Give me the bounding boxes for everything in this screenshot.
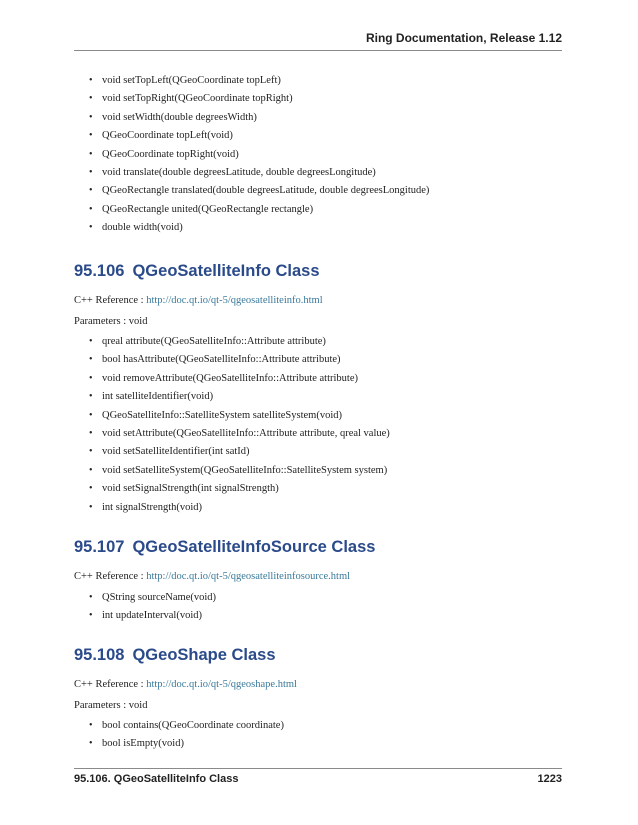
method-list bbox=[74, 589, 562, 626]
method-signature: void removeAttribute(QGeoSatelliteInfo::Attribute attribute) bbox=[102, 372, 359, 384]
section-title: QGeoSatelliteInfoSource Class bbox=[132, 538, 376, 556]
method-signature: bool hasAttribute(QGeoSatelliteInfo::Attribute attribute) bbox=[102, 354, 341, 366]
method-signature: QGeoCoordinate topRight(void) bbox=[102, 148, 239, 160]
reference-link[interactable]: http://doc.qt.io/qt-5/qgeosatelliteinfosource.html bbox=[146, 571, 351, 582]
cpp-reference bbox=[74, 292, 562, 310]
section-title: QGeoShape Class bbox=[132, 646, 276, 664]
method-signature: int satelliteIdentifier(void) bbox=[102, 391, 214, 403]
method-signature: int updateInterval(void) bbox=[102, 610, 203, 622]
method-signature: int signalStrength(void) bbox=[102, 501, 203, 513]
cpp-reference bbox=[74, 676, 562, 694]
section-heading bbox=[74, 536, 562, 558]
method-signature: void translate(double degreesLatitude, double degreesLongitude) bbox=[102, 166, 376, 178]
reference-link[interactable]: http://doc.qt.io/qt-5/qgeoshape.html bbox=[146, 679, 297, 690]
section-qgeosatelliteinfosource bbox=[74, 536, 562, 626]
list-item: • QGeoSatelliteInfo::SatelliteSystem satelliteSystem(void) bbox=[89, 409, 342, 421]
list-item: • bool isEmpty(void) bbox=[89, 738, 184, 750]
list-item: • QGeoCoordinate topLeft(void) bbox=[89, 130, 233, 142]
running-footer-section: 95.106. QGeoSatelliteInfo Class bbox=[74, 773, 239, 785]
page-number: 1223 bbox=[537, 773, 562, 785]
method-list bbox=[74, 717, 562, 754]
section-number: 95.107 bbox=[74, 538, 125, 556]
list-item: • bool contains(QGeoCoordinate coordinate) bbox=[89, 720, 284, 731]
list-item: • void setTopLeft(QGeoCoordinate topLeft) bbox=[89, 75, 281, 86]
section-title: QGeoSatelliteInfo Class bbox=[132, 262, 320, 280]
method-signature: void setTopRight(QGeoCoordinate topRight) bbox=[102, 93, 293, 105]
list-item: • void removeAttribute(QGeoSatelliteInfo::Attribute attribute) bbox=[89, 372, 359, 384]
method-signature: double width(void) bbox=[102, 222, 183, 234]
list-item: • void setTopRight(QGeoCoordinate topRight) bbox=[89, 93, 293, 105]
list-item: • QGeoRectangle united(QGeoRectangle rectangle) bbox=[89, 203, 314, 215]
section-qgeoshape bbox=[74, 644, 562, 754]
list-item: • void setWidth(double degreesWidth) bbox=[89, 111, 257, 123]
list-item: • QString sourceName(void) bbox=[89, 592, 217, 603]
list-item: • void setAttribute(QGeoSatelliteInfo::Attribute attribute, qreal value) bbox=[89, 427, 390, 439]
intro-method-list bbox=[74, 72, 562, 238]
method-signature: QGeoCoordinate topLeft(void) bbox=[102, 130, 233, 142]
section-number: 95.106 bbox=[74, 262, 125, 280]
list-item: • int updateInterval(void) bbox=[89, 610, 203, 622]
method-signature: QGeoRectangle translated(double degreesLatitude, double degreesLongitude) bbox=[102, 185, 430, 197]
method-signature: qreal attribute(QGeoSatelliteInfo::Attribute attribute) bbox=[102, 336, 326, 347]
method-signature: QGeoRectangle united(QGeoRectangle rectangle) bbox=[102, 203, 314, 215]
footer-divider bbox=[74, 768, 562, 769]
section-number: 95.108 bbox=[74, 646, 125, 664]
parameters-line: Parameters : void bbox=[74, 316, 148, 327]
reference-label: C++ Reference : bbox=[74, 295, 147, 306]
list-item: • void setSignalStrength(int signalStrength) bbox=[89, 483, 279, 495]
method-signature: void setWidth(double degreesWidth) bbox=[102, 111, 257, 123]
section-heading bbox=[74, 644, 562, 666]
reference-label: C++ Reference : bbox=[74, 679, 147, 690]
section-qgeosatelliteinfo bbox=[74, 260, 562, 517]
running-header-title: Ring Documentation, Release 1.12 bbox=[365, 31, 562, 45]
list-item: • void setSatelliteIdentifier(int satId) bbox=[89, 446, 250, 458]
reference-link[interactable]: http://doc.qt.io/qt-5/qgeosatelliteinfo.html bbox=[146, 295, 323, 306]
list-item: • qreal attribute(QGeoSatelliteInfo::Attribute attribute) bbox=[89, 336, 326, 347]
parameters-line: Parameters : void bbox=[74, 700, 148, 711]
method-signature: void setSatelliteIdentifier(int satId) bbox=[102, 446, 250, 458]
method-signature: bool contains(QGeoCoordinate coordinate) bbox=[102, 720, 284, 731]
method-signature: void setSignalStrength(int signalStrength) bbox=[102, 483, 279, 495]
method-signature: void setAttribute(QGeoSatelliteInfo::Attribute attribute, qreal value) bbox=[102, 427, 390, 439]
reference-label: C++ Reference : bbox=[74, 571, 147, 582]
list-item: • void translate(double degreesLatitude, double degreesLongitude) bbox=[89, 166, 376, 178]
method-signature: bool isEmpty(void) bbox=[102, 738, 184, 750]
list-item: • bool hasAttribute(QGeoSatelliteInfo::Attribute attribute) bbox=[89, 354, 341, 366]
cpp-reference bbox=[74, 568, 562, 586]
list-item: • double width(void) bbox=[89, 222, 183, 234]
list-item: • int satelliteIdentifier(void) bbox=[89, 391, 214, 403]
method-signature: void setSatelliteSystem(QGeoSatelliteInfo::SatelliteSystem system) bbox=[102, 464, 388, 476]
header-divider bbox=[74, 50, 562, 51]
method-signature: QGeoSatelliteInfo::SatelliteSystem satelliteSystem(void) bbox=[102, 409, 342, 421]
section-heading bbox=[74, 260, 562, 282]
method-signature: void setTopLeft(QGeoCoordinate topLeft) bbox=[102, 75, 281, 86]
list-item: • QGeoCoordinate topRight(void) bbox=[89, 148, 239, 160]
method-signature: QString sourceName(void) bbox=[102, 592, 217, 603]
method-list bbox=[74, 333, 562, 517]
list-item: • QGeoRectangle translated(double degreesLatitude, double degreesLongitude) bbox=[89, 185, 430, 197]
list-item: • void setSatelliteSystem(QGeoSatelliteInfo::SatelliteSystem system) bbox=[89, 464, 388, 476]
list-item: • int signalStrength(void) bbox=[89, 501, 203, 513]
